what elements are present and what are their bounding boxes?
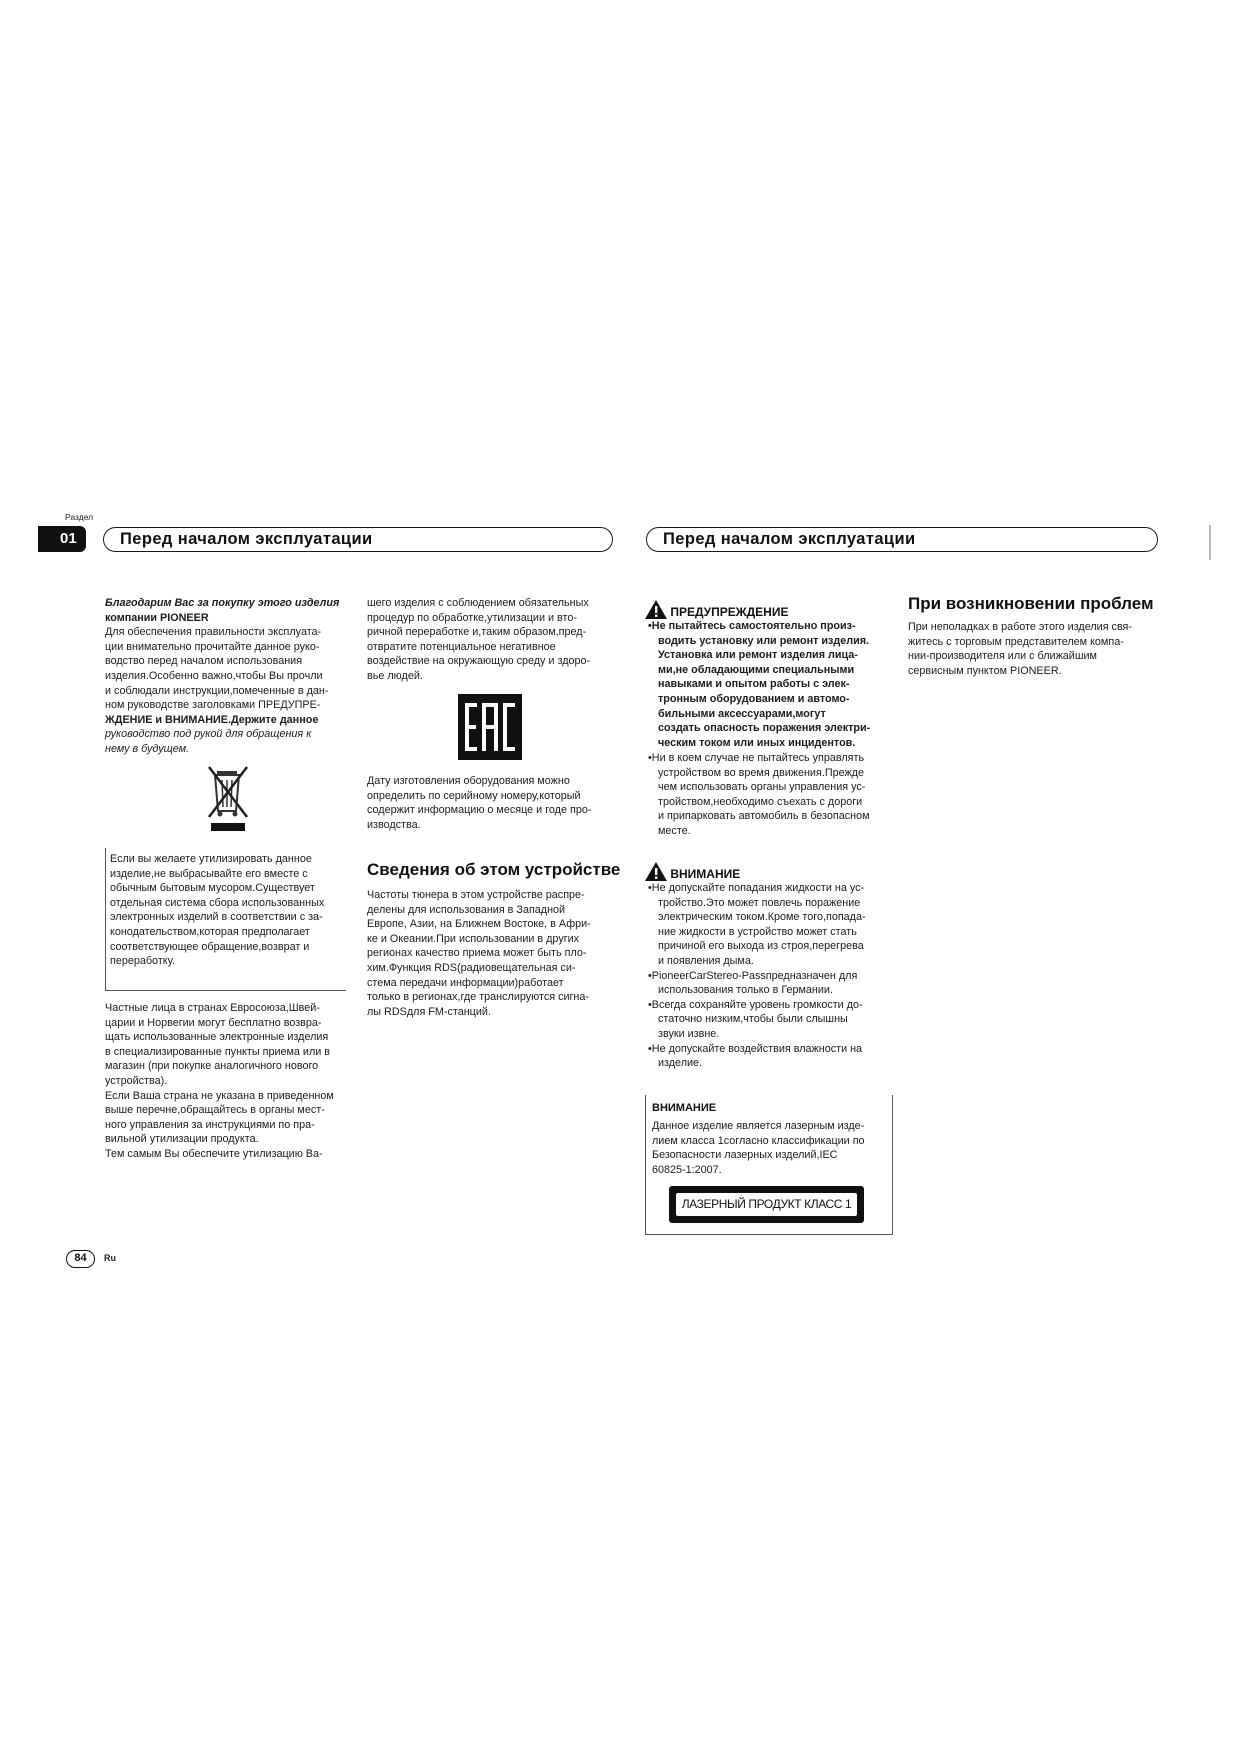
intro-line: водство перед началом использования [105, 655, 303, 668]
caution-line: •Всегда сохраняйте уровень громкости до- [648, 998, 863, 1011]
intro-line: ном руководстве заголовками ПРЕДУПРЕ- [105, 699, 321, 712]
caution-line: звуки извне. [658, 1027, 720, 1040]
device-info-heading: Сведения об этом устройстве [367, 860, 621, 879]
caution-line: и появления дыма. [658, 954, 754, 967]
disposal-line: электронных изделий в соответствии с за- [110, 911, 323, 924]
warning-line: создать опасность поражения электри- [658, 722, 871, 735]
continued-line: отвратите потенциальное негативное [367, 640, 556, 653]
warning-heading: ПРЕДУПРЕЖДЕНИЕ [670, 605, 789, 619]
disposal-line: обычным бытовым мусором.Существует [110, 882, 315, 895]
intro-line: ЖДЕНИЕ и ВНИМАНИЕ.Держите данное [105, 713, 319, 726]
page-title-left-text: Перед началом эксплуатации [120, 530, 373, 548]
laser-notice-text [652, 1119, 865, 1177]
private-persons-line: в специализированные пункты приема или в [105, 1045, 331, 1058]
warning-line: •Не пытайтесь самостоятельно произ- [648, 620, 856, 632]
private-persons-line: вильной утилизации продукта. [105, 1133, 259, 1146]
page-number-badge [66, 1250, 95, 1268]
caution-line: тройство.Это может повлечь поражение [658, 896, 861, 909]
troubleshooting-line: сервисным пунктом PIONEER. [908, 664, 1062, 677]
intro-line: руководство под рукой для обращения к [105, 728, 312, 741]
disposal-line: изделие,не выбрасывайте его вместе с [110, 867, 308, 880]
laser-class-label [669, 1186, 864, 1223]
private-persons-line: ного управления за инструкциями по пра- [105, 1118, 315, 1131]
disposal-line: переработку. [110, 955, 175, 968]
intro-line: ции внимательно прочитайте данное руко- [105, 640, 320, 653]
warning-driving-line: •Ни в коем случае не пытайтесь управлять [648, 752, 865, 764]
private-persons-line: царии и Норвегии могут бесплатно возвра- [105, 1016, 322, 1029]
troubleshooting-text [908, 620, 1132, 678]
caution-line: изделие. [658, 1057, 703, 1070]
warning-driving-line: и припарковать автомобиль в безопасном [658, 810, 870, 823]
caution-line: использования только в Германии. [658, 984, 833, 997]
private-persons-line: щать использованные электронные изделия [105, 1031, 329, 1044]
caution-heading: ВНИМАНИЕ [670, 867, 741, 881]
caution-line: ние жидкости в устройство может стать [658, 925, 857, 938]
device-info-line: стема передачи информации)работает [367, 976, 564, 989]
scan-edge-mark [1209, 525, 1211, 560]
warning-line: бильными аксессуарами,могут [658, 707, 826, 720]
disposal-line: отдельная система сбора использованных [110, 896, 325, 909]
warning-driving-line: месте. [658, 824, 691, 837]
laser-class-label-text: ЛАЗЕРНЫЙ ПРОДУКТ КЛАСС 1 [681, 1197, 852, 1211]
warning-bold-text [648, 619, 870, 750]
warning-line: водить установку или ремонт изделия. [658, 634, 870, 647]
intro-line: компании PIONEER [105, 611, 209, 624]
intro-text [105, 596, 339, 757]
warning-line: ческим током или иных инцидентов. [658, 736, 856, 749]
private-persons-line: Частные лица в странах Евросоюза,Швей- [105, 1002, 320, 1014]
device-info-line: ке и Океании.При использовании в других [367, 932, 580, 945]
section-number-badge [38, 526, 86, 552]
warning-driving-text [648, 751, 870, 839]
intro-line: и соблюдали инструкции,помеченные в дан- [105, 684, 329, 697]
laser-notice-line: лием класса 1согласно классификации по [652, 1134, 865, 1147]
intro-line: Благодарим Вас за покупку этого изделия [105, 597, 340, 609]
continued-text [367, 596, 590, 684]
date-note-line: содержит информацию о месяце и годе про- [367, 804, 592, 817]
private-persons-text [105, 1001, 334, 1162]
warning-driving-line: устройством во время движения.Прежде [658, 766, 864, 779]
warning-driving-line: чем использовать органы управления ус- [658, 781, 866, 794]
warning-line: Установка или ремонт изделия лица- [658, 649, 858, 662]
caution-text [648, 881, 866, 1071]
private-persons-line: магазин (при покупке аналогичного нового [105, 1060, 319, 1073]
laser-notice-line: 60825-1:2007. [652, 1163, 722, 1176]
laser-notice-line: Данное изделие является лазерным изде- [652, 1120, 865, 1132]
disposal-line: Если вы желаете утилизировать данное [110, 853, 312, 865]
caution-triangle-icon [645, 862, 667, 881]
troubleshooting-line: При неполадках в работе этого изделия свя- [908, 621, 1132, 633]
intro-line: нему в будущем. [105, 742, 190, 755]
device-info-line: Европе, Азии, на Ближнем Востоке, в Афри- [367, 918, 591, 931]
page-number: 84 [74, 1252, 87, 1264]
warning-heading-row [645, 600, 788, 619]
section-label: Раздел [65, 512, 94, 522]
device-info-line: только в регионах,где транслируются сигна- [367, 991, 589, 1004]
troubleshooting-line: нии-производителя или с ближайшим [908, 650, 1097, 663]
caution-line: •Не допускайте попадания жидкости на ус- [648, 882, 865, 894]
caution-line: •Не допускайте воздействия влажности на [648, 1042, 863, 1055]
warning-triangle-icon [645, 600, 667, 619]
disposal-line: конодательством,которая предполагает [110, 925, 310, 938]
warning-line: навыками и опытом работы с элек- [658, 678, 850, 691]
continued-line: процедур по обработке,утилизации и вто- [367, 611, 577, 624]
continued-line: шего изделия с соблюдением обязательных [367, 597, 589, 609]
troubleshooting-heading: При возникновении проблем [908, 594, 1154, 613]
caution-line: •PioneerCarStereo-Passпредназначен для [648, 969, 858, 982]
manufacture-date-note [367, 774, 591, 832]
laser-notice-line: Безопасности лазерных изделий,IEC [652, 1149, 838, 1162]
intro-line: изделия.Особенно важно,чтобы Вы прочли [105, 669, 323, 682]
device-info-line: делены для использования в Западной [367, 903, 566, 916]
continued-line: вье людей. [367, 669, 423, 682]
date-note-line: Дату изготовления оборудования можно [367, 775, 570, 787]
caution-line: статочно низким,чтобы были слышны [658, 1013, 848, 1026]
device-info-line: хим.Функция RDS(радиовещательная си- [367, 961, 576, 974]
warning-line: ми,не обладающими специальными [658, 663, 855, 676]
page-title-right [646, 527, 1158, 552]
page-title-left [103, 527, 613, 552]
date-note-line: определить по серийному номеру,который [367, 789, 581, 802]
device-info-line: Частоты тюнера в этом устройстве распре- [367, 889, 585, 901]
eac-certification-mark [458, 694, 522, 760]
weee-bin-icon [205, 765, 251, 833]
private-persons-line: выше перечне,обращайтесь в органы мест- [105, 1104, 325, 1117]
section-number: 01 [60, 530, 77, 547]
continued-line: ричной переработке и,таким образом,пред- [367, 626, 587, 639]
device-info-line: регионах качество приема может быть пло- [367, 947, 587, 960]
eac-mark-text [0, 0, 1, 1]
caution-heading-row [645, 862, 740, 881]
warning-driving-line: тройством,необходимо съехать с дороги [658, 795, 863, 808]
device-info-line: лы RDSдля FM-станций. [367, 1005, 491, 1018]
device-info-text [367, 888, 591, 1019]
laser-notice-heading: ВНИМАНИЕ [652, 1102, 717, 1114]
caution-line: электрическим током.Кроме того,попада- [658, 911, 866, 924]
disposal-line: соответствующее обращение,возврат и [110, 940, 310, 953]
disposal-text [110, 852, 324, 969]
date-note-line: изводства. [367, 818, 421, 831]
page-title-right-text: Перед началом эксплуатации [663, 530, 916, 548]
private-persons-line: устройства). [105, 1074, 168, 1087]
troubleshooting-line: житесь с торговым представителем компа- [908, 635, 1124, 648]
intro-line: Для обеспечения правильности эксплуата- [105, 626, 322, 639]
private-persons-line: Если Ваша страна не указана в приведенном [105, 1089, 334, 1102]
warning-line: тронным оборудованием и автомо- [658, 692, 850, 705]
continued-line: воздействие на окружающую среду и здоро- [367, 655, 591, 668]
private-persons-line: Тем самым Вы обеспечите утилизацию Ва- [105, 1147, 323, 1160]
caution-line: причиной его выхода из строя,перегрева [658, 940, 864, 953]
language-code: Ru [104, 1253, 116, 1263]
